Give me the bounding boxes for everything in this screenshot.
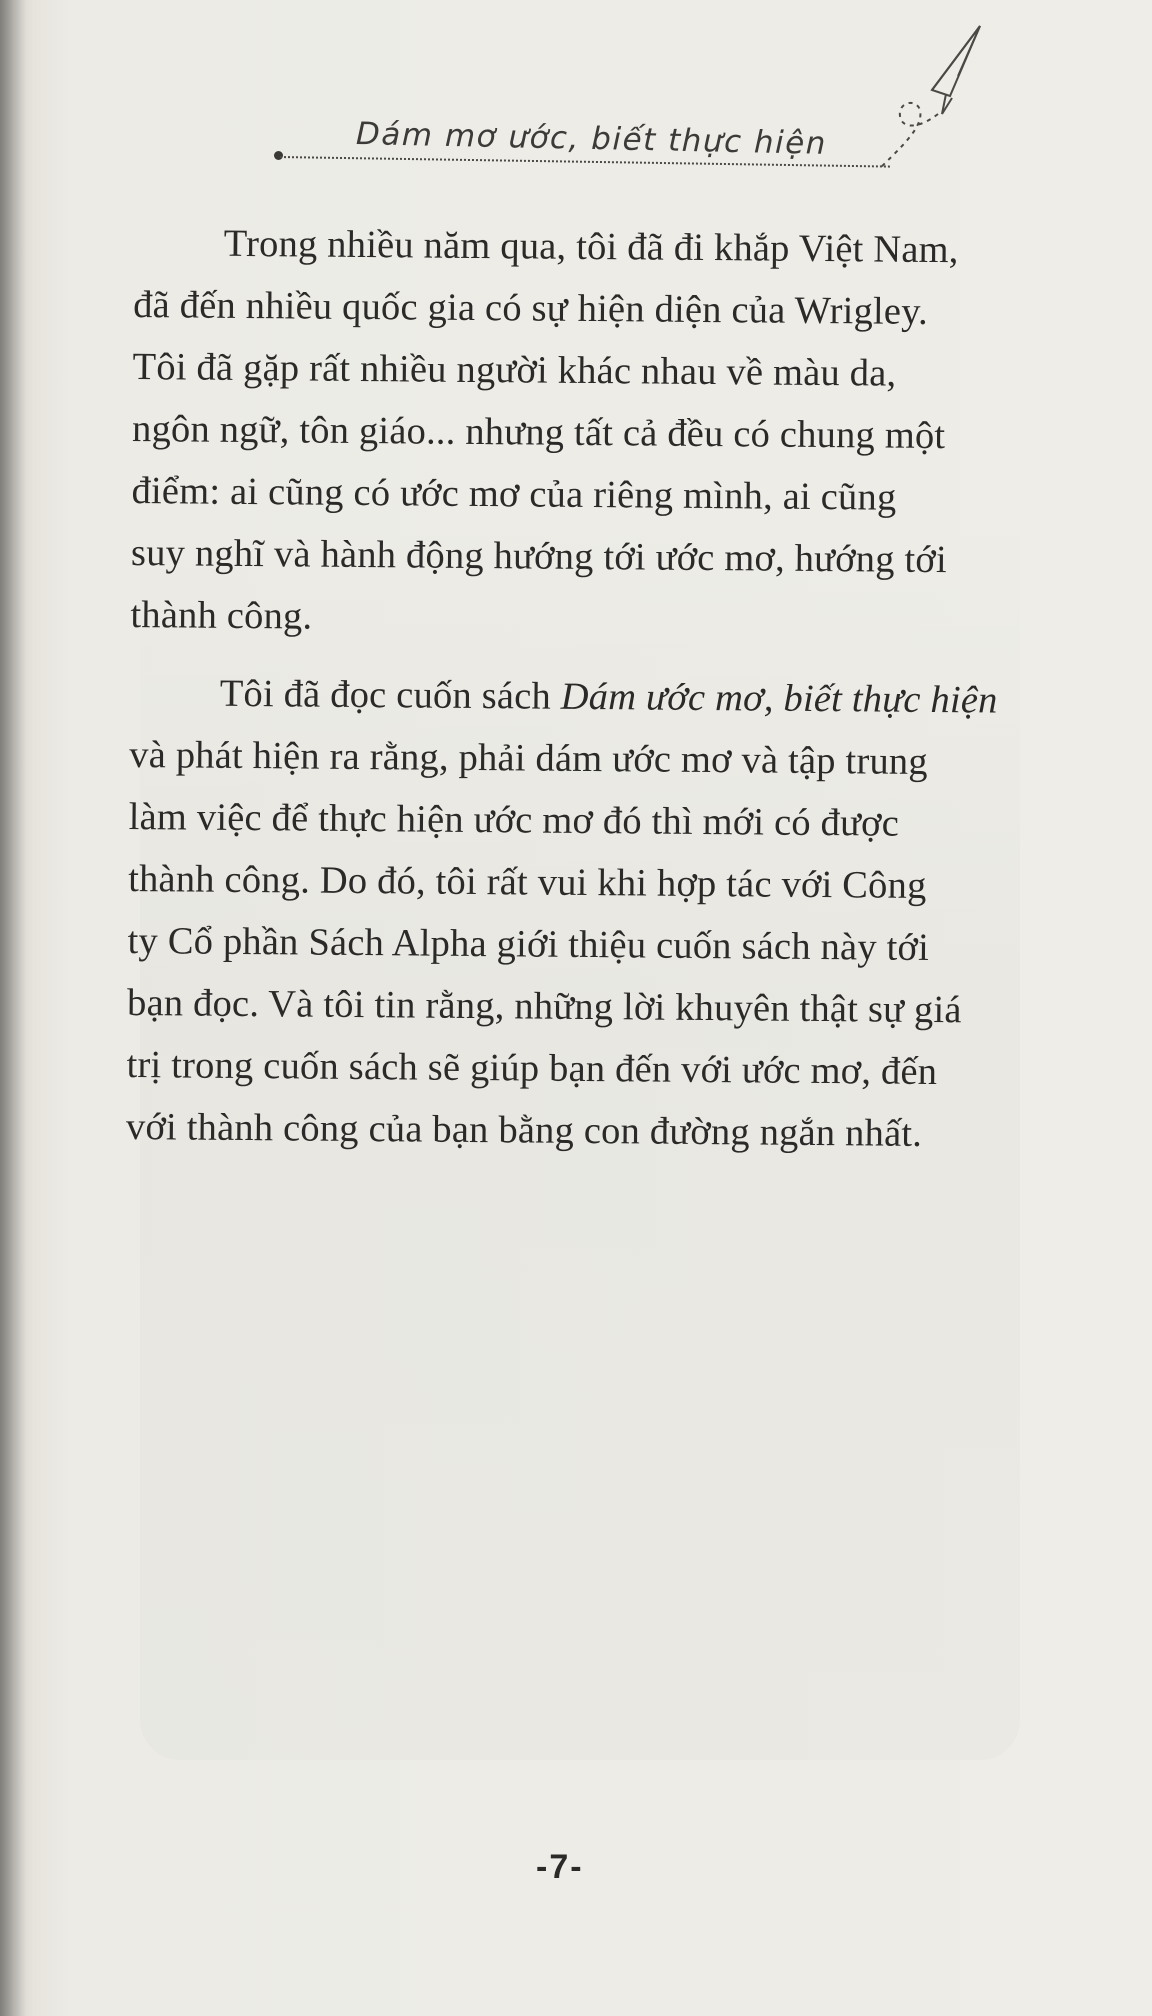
text-line: thành công. xyxy=(130,593,313,638)
text-line: và phát hiện ra rằng, phải dám ước mơ và tập trung xyxy=(129,733,928,783)
text-line: ngôn ngữ, tôn giáo... nhưng tất cả đều có chung một xyxy=(131,407,946,458)
spine-shadow xyxy=(0,0,26,2016)
text-line: bạn đọc. Và tôi tin rằng, những lời khuyên thật sự giá xyxy=(126,981,962,1032)
text-line: làm việc để thực hiện ước mơ đó thì mới có được xyxy=(128,795,900,845)
text-line: Trong nhiều năm qua, tôi đã đi khắp Việt Nam, xyxy=(223,222,959,272)
text-line: ty Cổ phần Sách Alpha giới thiệu cuốn sách này tới xyxy=(127,919,930,969)
book-title-italic: Dám ước mơ, biết thực hiện xyxy=(560,675,998,722)
paper-plane-icon xyxy=(880,18,1000,178)
text-line: Tôi đã gặp rất nhiều người khác nhau về màu da, xyxy=(132,345,897,395)
text-line: đã đến nhiều quốc gia có sự hiện diện của Wrigley. xyxy=(133,283,929,333)
text-line: điểm: ai cũng có ước mơ của riêng mình, ai cũng xyxy=(131,469,897,519)
paragraph-1 xyxy=(130,212,1024,654)
text-line: suy nghĩ và hành động hướng tới ước mơ, hướng tới xyxy=(130,531,948,582)
paragraph-indent xyxy=(134,255,224,256)
paragraph-2 xyxy=(126,662,1020,1166)
text-line: thành công. Do đó, tôi rất vui khi hợp tác với Công xyxy=(127,857,927,907)
body-text xyxy=(126,212,1024,1182)
text-line: Tôi đã đọc cuốn sách xyxy=(219,672,561,718)
page-number: -7- xyxy=(536,1848,584,1886)
running-header-title: Dám mơ ước, biết thực hiện xyxy=(355,116,828,162)
running-header xyxy=(280,108,840,168)
paragraph-indent xyxy=(130,705,220,706)
text-line: với thành công của bạn bằng con đường ngắn nhất. xyxy=(125,1105,923,1155)
text-line: trị trong cuốn sách sẽ giúp bạn đến với ước mơ, đến xyxy=(126,1043,938,1094)
